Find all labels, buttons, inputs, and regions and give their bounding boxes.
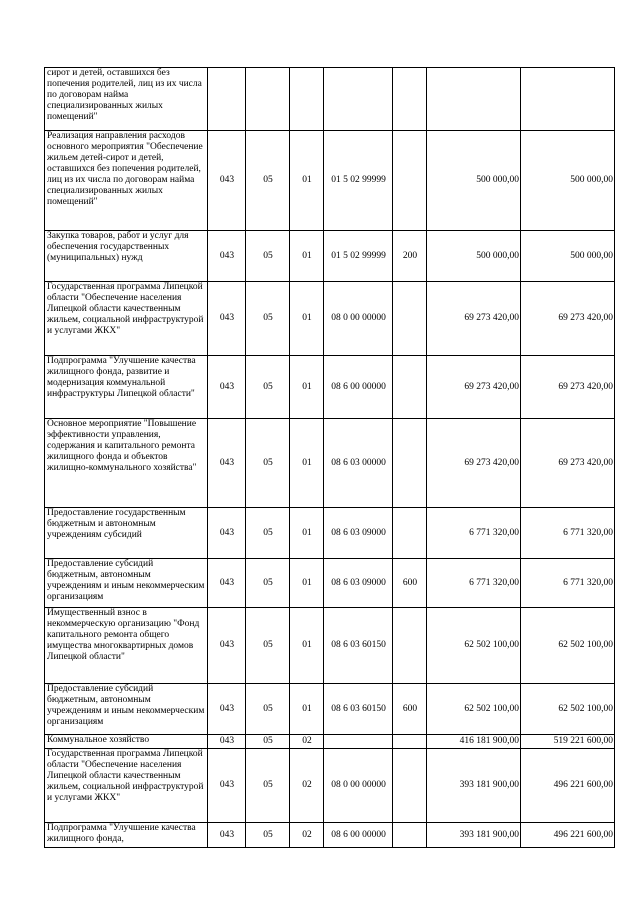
row-csr: 08 6 00 00000 — [324, 356, 393, 419]
row-vr — [393, 282, 427, 356]
row-gr: 043 — [208, 231, 246, 282]
row-sum1: 6 771 320,00 — [427, 559, 521, 608]
row-gr: 043 — [208, 823, 246, 848]
row-sum1: 416 181 900,00 — [427, 735, 521, 749]
row-pr: 01 — [290, 508, 324, 559]
row-vr — [393, 68, 427, 131]
row-sum2: 62 502 100,00 — [521, 684, 615, 735]
row-sum1: 62 502 100,00 — [427, 608, 521, 684]
row-gr: 043 — [208, 735, 246, 749]
row-sum2 — [521, 68, 615, 131]
row-pr: 01 — [290, 684, 324, 735]
row-pr: 01 — [290, 608, 324, 684]
row-sum2: 500 000,00 — [521, 131, 615, 231]
row-rz: 05 — [246, 749, 290, 823]
table-row — [45, 608, 615, 684]
table-row — [45, 684, 615, 735]
row-pr: 01 — [290, 419, 324, 508]
row-sum1: 500 000,00 — [427, 131, 521, 231]
row-rz: 05 — [246, 131, 290, 231]
row-sum2: 6 771 320,00 — [521, 559, 615, 608]
row-csr: 08 6 03 60150 — [324, 684, 393, 735]
table-row — [45, 749, 615, 823]
table-row — [45, 131, 615, 231]
row-gr — [208, 68, 246, 131]
row-csr: 01 5 02 99999 — [324, 231, 393, 282]
row-csr: 01 5 02 99999 — [324, 131, 393, 231]
row-vr: 200 — [393, 231, 427, 282]
row-name: Государственная программа Липецкой области "Обеспечение населения Липецкой области качественным жильем, социальной инфраструктурой и услугами ЖКХ" — [45, 749, 208, 823]
row-name: Подпрограмма "Улучшение качества жилищного фонда, развитие и модернизация коммунальной инфраструктуры Липецкой области" — [45, 356, 208, 419]
row-sum1: 69 273 420,00 — [427, 356, 521, 419]
row-csr: 08 6 03 09000 — [324, 559, 393, 608]
row-pr: 01 — [290, 282, 324, 356]
row-vr — [393, 735, 427, 749]
row-name: Предоставление субсидий бюджетным, автономным учреждениям и иным некоммерческим организациям — [45, 559, 208, 608]
row-rz: 05 — [246, 735, 290, 749]
table-row — [45, 356, 615, 419]
row-sum2: 496 221 600,00 — [521, 823, 615, 848]
row-csr: 08 6 03 00000 — [324, 419, 393, 508]
row-name: Предоставление государственным бюджетным и автономным учреждениям субсидий — [45, 508, 208, 559]
row-sum2: 500 000,00 — [521, 231, 615, 282]
row-sum1: 393 181 900,00 — [427, 823, 521, 848]
row-vr — [393, 823, 427, 848]
row-csr — [324, 68, 393, 131]
row-gr: 043 — [208, 508, 246, 559]
row-name: Имущественный взнос в некоммерческую организацию "Фонд капитального ремонта общего имущества многоквартирных домов Липецкой области" — [45, 608, 208, 684]
row-csr: 08 6 00 00000 — [324, 823, 393, 848]
row-vr — [393, 356, 427, 419]
row-csr: 08 6 03 60150 — [324, 608, 393, 684]
row-pr: 02 — [290, 749, 324, 823]
row-sum1: 500 000,00 — [427, 231, 521, 282]
row-rz: 05 — [246, 559, 290, 608]
row-sum2: 496 221 600,00 — [521, 749, 615, 823]
table-row — [45, 735, 615, 749]
row-gr: 043 — [208, 356, 246, 419]
table-row — [45, 231, 615, 282]
row-sum1 — [427, 68, 521, 131]
row-name: Закупка товаров, работ и услуг для обеспечения государственных (муниципальных) нужд — [45, 231, 208, 282]
row-csr — [324, 735, 393, 749]
row-rz — [246, 68, 290, 131]
row-sum1: 69 273 420,00 — [427, 282, 521, 356]
row-name: Государственная программа Липецкой области "Обеспечение населения Липецкой области качественным жильем, социальной инфраструктурой и услугами ЖКХ" — [45, 282, 208, 356]
row-csr: 08 0 00 00000 — [324, 749, 393, 823]
row-sum2: 62 502 100,00 — [521, 608, 615, 684]
row-vr — [393, 749, 427, 823]
budget-table — [44, 67, 615, 848]
table-row — [45, 419, 615, 508]
row-gr: 043 — [208, 559, 246, 608]
row-pr: 02 — [290, 823, 324, 848]
row-sum1: 393 181 900,00 — [427, 749, 521, 823]
row-sum2: 69 273 420,00 — [521, 282, 615, 356]
row-pr: 01 — [290, 559, 324, 608]
table-row — [45, 508, 615, 559]
row-pr: 01 — [290, 356, 324, 419]
row-pr — [290, 68, 324, 131]
row-csr: 08 6 03 09000 — [324, 508, 393, 559]
row-name: сирот и детей, оставшихся без попечения родителей, лиц из их числа по договорам найма специализированных жилых помещений" — [45, 68, 208, 131]
row-gr: 043 — [208, 282, 246, 356]
row-sum1: 6 771 320,00 — [427, 508, 521, 559]
row-vr — [393, 608, 427, 684]
table-row — [45, 823, 615, 848]
row-gr: 043 — [208, 749, 246, 823]
table-row — [45, 68, 615, 131]
row-rz: 05 — [246, 508, 290, 559]
row-pr: 02 — [290, 735, 324, 749]
row-vr — [393, 419, 427, 508]
row-rz: 05 — [246, 231, 290, 282]
row-rz: 05 — [246, 823, 290, 848]
row-name: Коммунальное хозяйство — [45, 735, 208, 749]
row-sum1: 62 502 100,00 — [427, 684, 521, 735]
table-row — [45, 282, 615, 356]
row-csr: 08 0 00 00000 — [324, 282, 393, 356]
row-pr: 01 — [290, 131, 324, 231]
row-sum2: 519 221 600,00 — [521, 735, 615, 749]
row-name: Реализация направления расходов основного мероприятия "Обеспечение жильем детей-сирот и детей, оставшихся без попечения родителей, лиц из их числа по договорам найма специализированных жилых помещений" — [45, 131, 208, 231]
row-sum2: 6 771 320,00 — [521, 508, 615, 559]
row-vr: 600 — [393, 684, 427, 735]
row-sum2: 69 273 420,00 — [521, 419, 615, 508]
row-sum2: 69 273 420,00 — [521, 356, 615, 419]
row-gr: 043 — [208, 419, 246, 508]
row-vr: 600 — [393, 559, 427, 608]
row-vr — [393, 131, 427, 231]
row-name: Основное мероприятие "Повышение эффективности управления, содержания и капитального ремонта жилищного фонда и объектов жилищно-коммунального хозяйства" — [45, 419, 208, 508]
row-name: Предоставление субсидий бюджетным, автономным учреждениям и иным некоммерческим организациям — [45, 684, 208, 735]
row-gr: 043 — [208, 608, 246, 684]
row-rz: 05 — [246, 684, 290, 735]
row-rz: 05 — [246, 608, 290, 684]
row-gr: 043 — [208, 684, 246, 735]
row-rz: 05 — [246, 282, 290, 356]
row-pr: 01 — [290, 231, 324, 282]
row-name: Подпрограмма "Улучшение качества жилищного фонда, — [45, 823, 208, 848]
row-gr: 043 — [208, 131, 246, 231]
row-sum1: 69 273 420,00 — [427, 419, 521, 508]
row-vr — [393, 508, 427, 559]
row-rz: 05 — [246, 419, 290, 508]
table-row — [45, 559, 615, 608]
row-rz: 05 — [246, 356, 290, 419]
